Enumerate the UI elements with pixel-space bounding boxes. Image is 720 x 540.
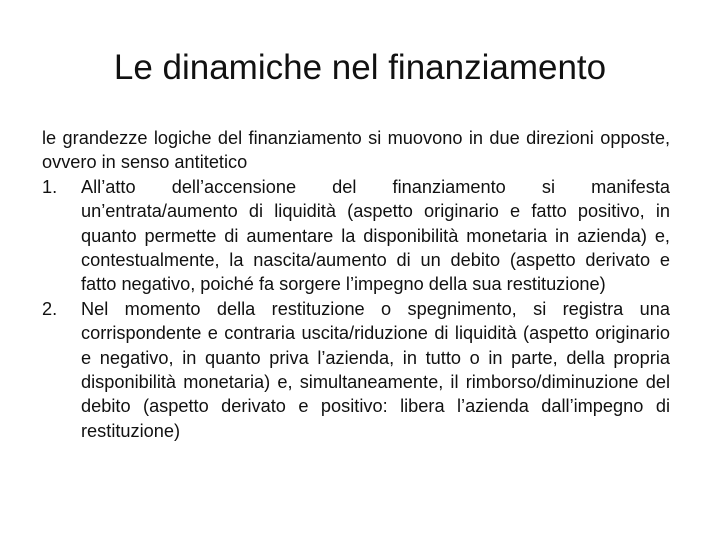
list-item-1 — [42, 175, 670, 297]
list-item-number: 1. — [42, 176, 58, 197]
list-item-number: 2. — [42, 298, 58, 319]
slide-body — [42, 126, 670, 443]
slide-title: Le dinamiche nel finanziamento — [113, 48, 607, 87]
list-item-text: All’atto dell’accensione del finanziamento si manifesta un’entrata/aumento di liquidità (aspetto originario e fatto positivo, in quanto permette di aumentare la disponibilità monetaria in azienda) e, contestualmente, la nascita/aumento di un debito (aspetto derivato e fatto negativo, poiché fa sorgere l’impegno della sua restituzione) — [81, 176, 670, 295]
list-item-text: Nel momento della restituzione o spegnimento, si registra una corrispondente e contraria uscita/riduzione di liquidità (aspetto originario e negativo, in quanto priva l’azienda, in tutto o in parte, della propria disponibilità monetaria) e, simultaneamente, il rimborso/diminuzione del debito (aspetto derivato e positivo: libera l’azienda dall’impegno di restituzione) — [81, 298, 670, 441]
numbered-list — [42, 175, 670, 443]
intro-paragraph: le grandezze logiche del finanziamento si muovono in due direzioni opposte, ovvero in senso antitetico — [42, 128, 670, 173]
list-item-2 — [42, 297, 670, 443]
